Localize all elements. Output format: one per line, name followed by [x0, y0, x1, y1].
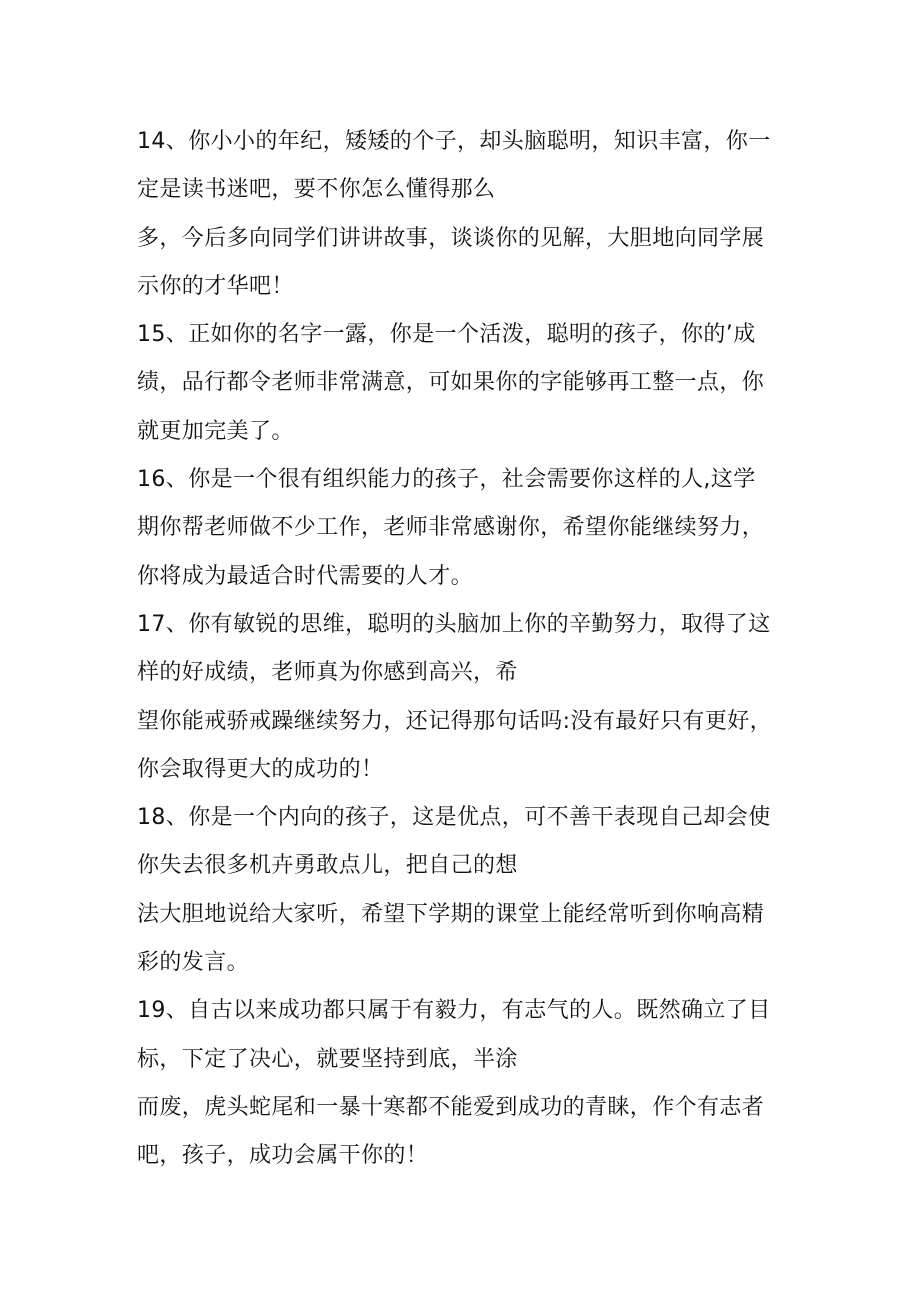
text-line: 绩，品行都令老师非常满意，可如果你的字能够再工整一点，你	[137, 370, 765, 396]
text-line: 标，下定了决心，就要坚持到底，半涂	[137, 1046, 518, 1072]
text-line: 吧，孩子，成功会属干你的！	[137, 1143, 429, 1169]
text-line: 17、你有敏锐的思维，聪明的头脑加上你的辛勤努力，取得了这	[137, 611, 771, 637]
text-line: 19、自古以来成功都只属于有毅力，有志气的人。既然确立了目	[137, 998, 771, 1024]
text-line: 16、你是一个很有组织能力的孩子，社会需要你这样的人,这学	[137, 467, 756, 493]
document-body	[137, 118, 802, 1181]
text-line: 期你帮老师做不少工作，老师非常感谢你，希望你能继续努力，	[137, 515, 765, 541]
text-line: 而废，虎头蛇尾和一暴十寒都不能爱到成功的青睐，作个有志者	[137, 1094, 765, 1120]
text-line: 你会取得更大的成功的！	[137, 756, 384, 782]
text-line: 定是读书迷吧，要不你怎么懂得那么	[137, 177, 496, 203]
text-line: 你将成为最适合时代需要的人才。	[137, 563, 474, 589]
text-line: 15、正如你的名字一露，你是一个活泼，聪明的孩子，你的’成	[137, 322, 756, 348]
text-line: 18、你是一个内向的孩子，这是优点，可不善干表现自己却会使	[137, 805, 771, 831]
text-line: 法大胆地说给大家听，希望下学期的课堂上能经常听到你响高精	[137, 901, 765, 927]
text-line: 你失去很多机卉勇敢点儿，把自己的想	[137, 853, 518, 879]
text-line: 示你的才华吧！	[137, 273, 294, 299]
text-line: 彩的发言。	[137, 950, 250, 976]
text-line: 14、你小小的年纪，矮矮的个子，却头脑聪明，知识丰富，你一	[137, 129, 771, 154]
text-line: 样的好成绩，老师真为你感到高兴，希	[137, 660, 518, 686]
text-line: 多，今后多向同学们讲讲故事，谈谈你的见解，大胆地向同学展	[137, 225, 765, 251]
text-line: 望你能戒骄戒躁继续努力，还记得那句话吗:没有最好只有更好，	[137, 708, 773, 734]
text-line: 就更加完美了。	[137, 418, 294, 444]
